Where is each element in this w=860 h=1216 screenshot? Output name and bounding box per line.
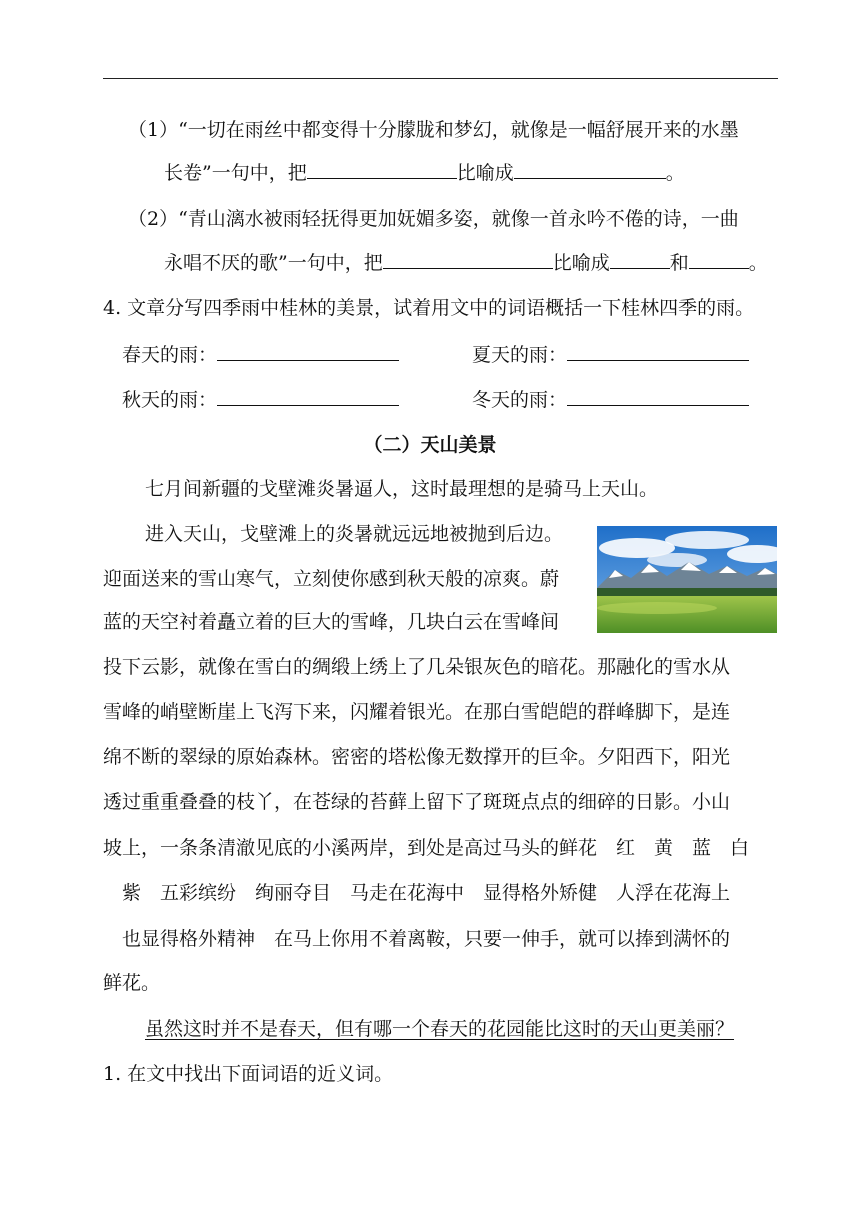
- passage-line: 蓝的天空衬着矗立着的巨大的雪峰，几块白云在雪峰间: [103, 611, 560, 633]
- q3-part2-text-d: 。: [748, 252, 768, 274]
- tianshan-landscape-image: [597, 526, 777, 633]
- passage-line: 透过重重叠叠的枝丫，在苍绿的苔藓上留下了斑斑点点的细碎的日影。小山: [103, 791, 731, 813]
- passage-line: 紫 五彩缤纷 绚丽夺目 马走在花海中 显得格外矫健 人浮在花海上: [103, 882, 731, 904]
- passage-line: 进入天山，戈壁滩上的炎暑就远远地被抛到后边。: [145, 523, 564, 545]
- answer-blank[interactable]: [610, 250, 670, 269]
- answer-blank[interactable]: [689, 250, 749, 269]
- answer-blank[interactable]: [217, 387, 399, 406]
- q4-summer: [472, 342, 749, 367]
- question-1: 1. 在文中找出下面词语的近义词。: [103, 1063, 394, 1085]
- passage-para1: 七月间新疆的戈壁滩炎暑逼人，这时最理想的是骑马上天山。: [145, 478, 659, 500]
- q3-part1-text-b: 比喻成: [456, 162, 514, 184]
- passage-line: 绵不断的翠绿的原始森林。密密的塔松像无数撑开的巨伞。夕阳西下，阳光: [103, 746, 731, 768]
- header-rule: [103, 78, 778, 79]
- summer-label: 夏天的雨：: [472, 344, 568, 366]
- q3-part1-line2: [164, 160, 685, 185]
- q4-prompt: 4. 文章分写四季雨中桂林的美景，试着用文中的词语概括一下桂林四季的雨。: [103, 297, 755, 319]
- q3-part1-line1: （1）“一切在雨丝中都变得十分朦胧和梦幻，就像是一幅舒展开来的水墨: [128, 119, 739, 141]
- q3-part2-text-c: 和: [669, 252, 689, 274]
- passage-line: 也显得格外精神 在马上你用不着离鞍，只要一伸手，就可以捧到满怀的: [103, 928, 731, 950]
- q3-part1-text-a: 长卷”一句中，把: [164, 162, 307, 184]
- answer-blank[interactable]: [567, 342, 749, 361]
- q3-part2-text-b: 比喻成: [552, 252, 610, 274]
- answer-blank[interactable]: [217, 342, 399, 361]
- landscape-illustration: [597, 526, 777, 633]
- q3-part2-line2: [164, 250, 768, 275]
- q4-autumn: [122, 387, 399, 412]
- autumn-label: 秋天的雨：: [122, 389, 218, 411]
- answer-blank[interactable]: [383, 250, 553, 269]
- q4-spring: [122, 342, 399, 367]
- answer-blank[interactable]: [307, 160, 457, 179]
- answer-blank[interactable]: [514, 160, 666, 179]
- q4-winter: [472, 387, 749, 412]
- spring-label: 春天的雨：: [122, 344, 218, 366]
- answer-blank[interactable]: [567, 387, 749, 406]
- passage-line: 雪峰的峭壁断崖上飞泻下来，闪耀着银光。在那白雪皑皑的群峰脚下，是连: [103, 701, 731, 723]
- section-title: （二）天山美景: [363, 434, 497, 456]
- winter-label: 冬天的雨：: [472, 389, 568, 411]
- passage-line: 坡上，一条条清澈见底的小溪两岸，到处是高过马头的鲜花 红 黄 蓝 白: [103, 837, 750, 859]
- q3-part1-text-c: 。: [665, 162, 685, 184]
- passage-line: 迎面送来的雪山寒气，立刻使你感到秋天般的凉爽。蔚: [103, 568, 560, 590]
- passage-line: 投下云影，就像在雪白的绸缎上绣上了几朵银灰色的暗花。那融化的雪水从: [103, 656, 731, 678]
- q3-part2-line1: （2）“青山漓水被雨轻抚得更加妩媚多姿，就像一首永吟不倦的诗，一曲: [128, 208, 739, 230]
- q3-part2-text-a: 永唱不厌的歌”一句中，把: [164, 252, 383, 274]
- passage-para3: 虽然这时并不是春天，但有哪一个春天的花园能比这时的天山更美丽？: [145, 1018, 735, 1040]
- passage-line: 鲜花。: [103, 972, 161, 994]
